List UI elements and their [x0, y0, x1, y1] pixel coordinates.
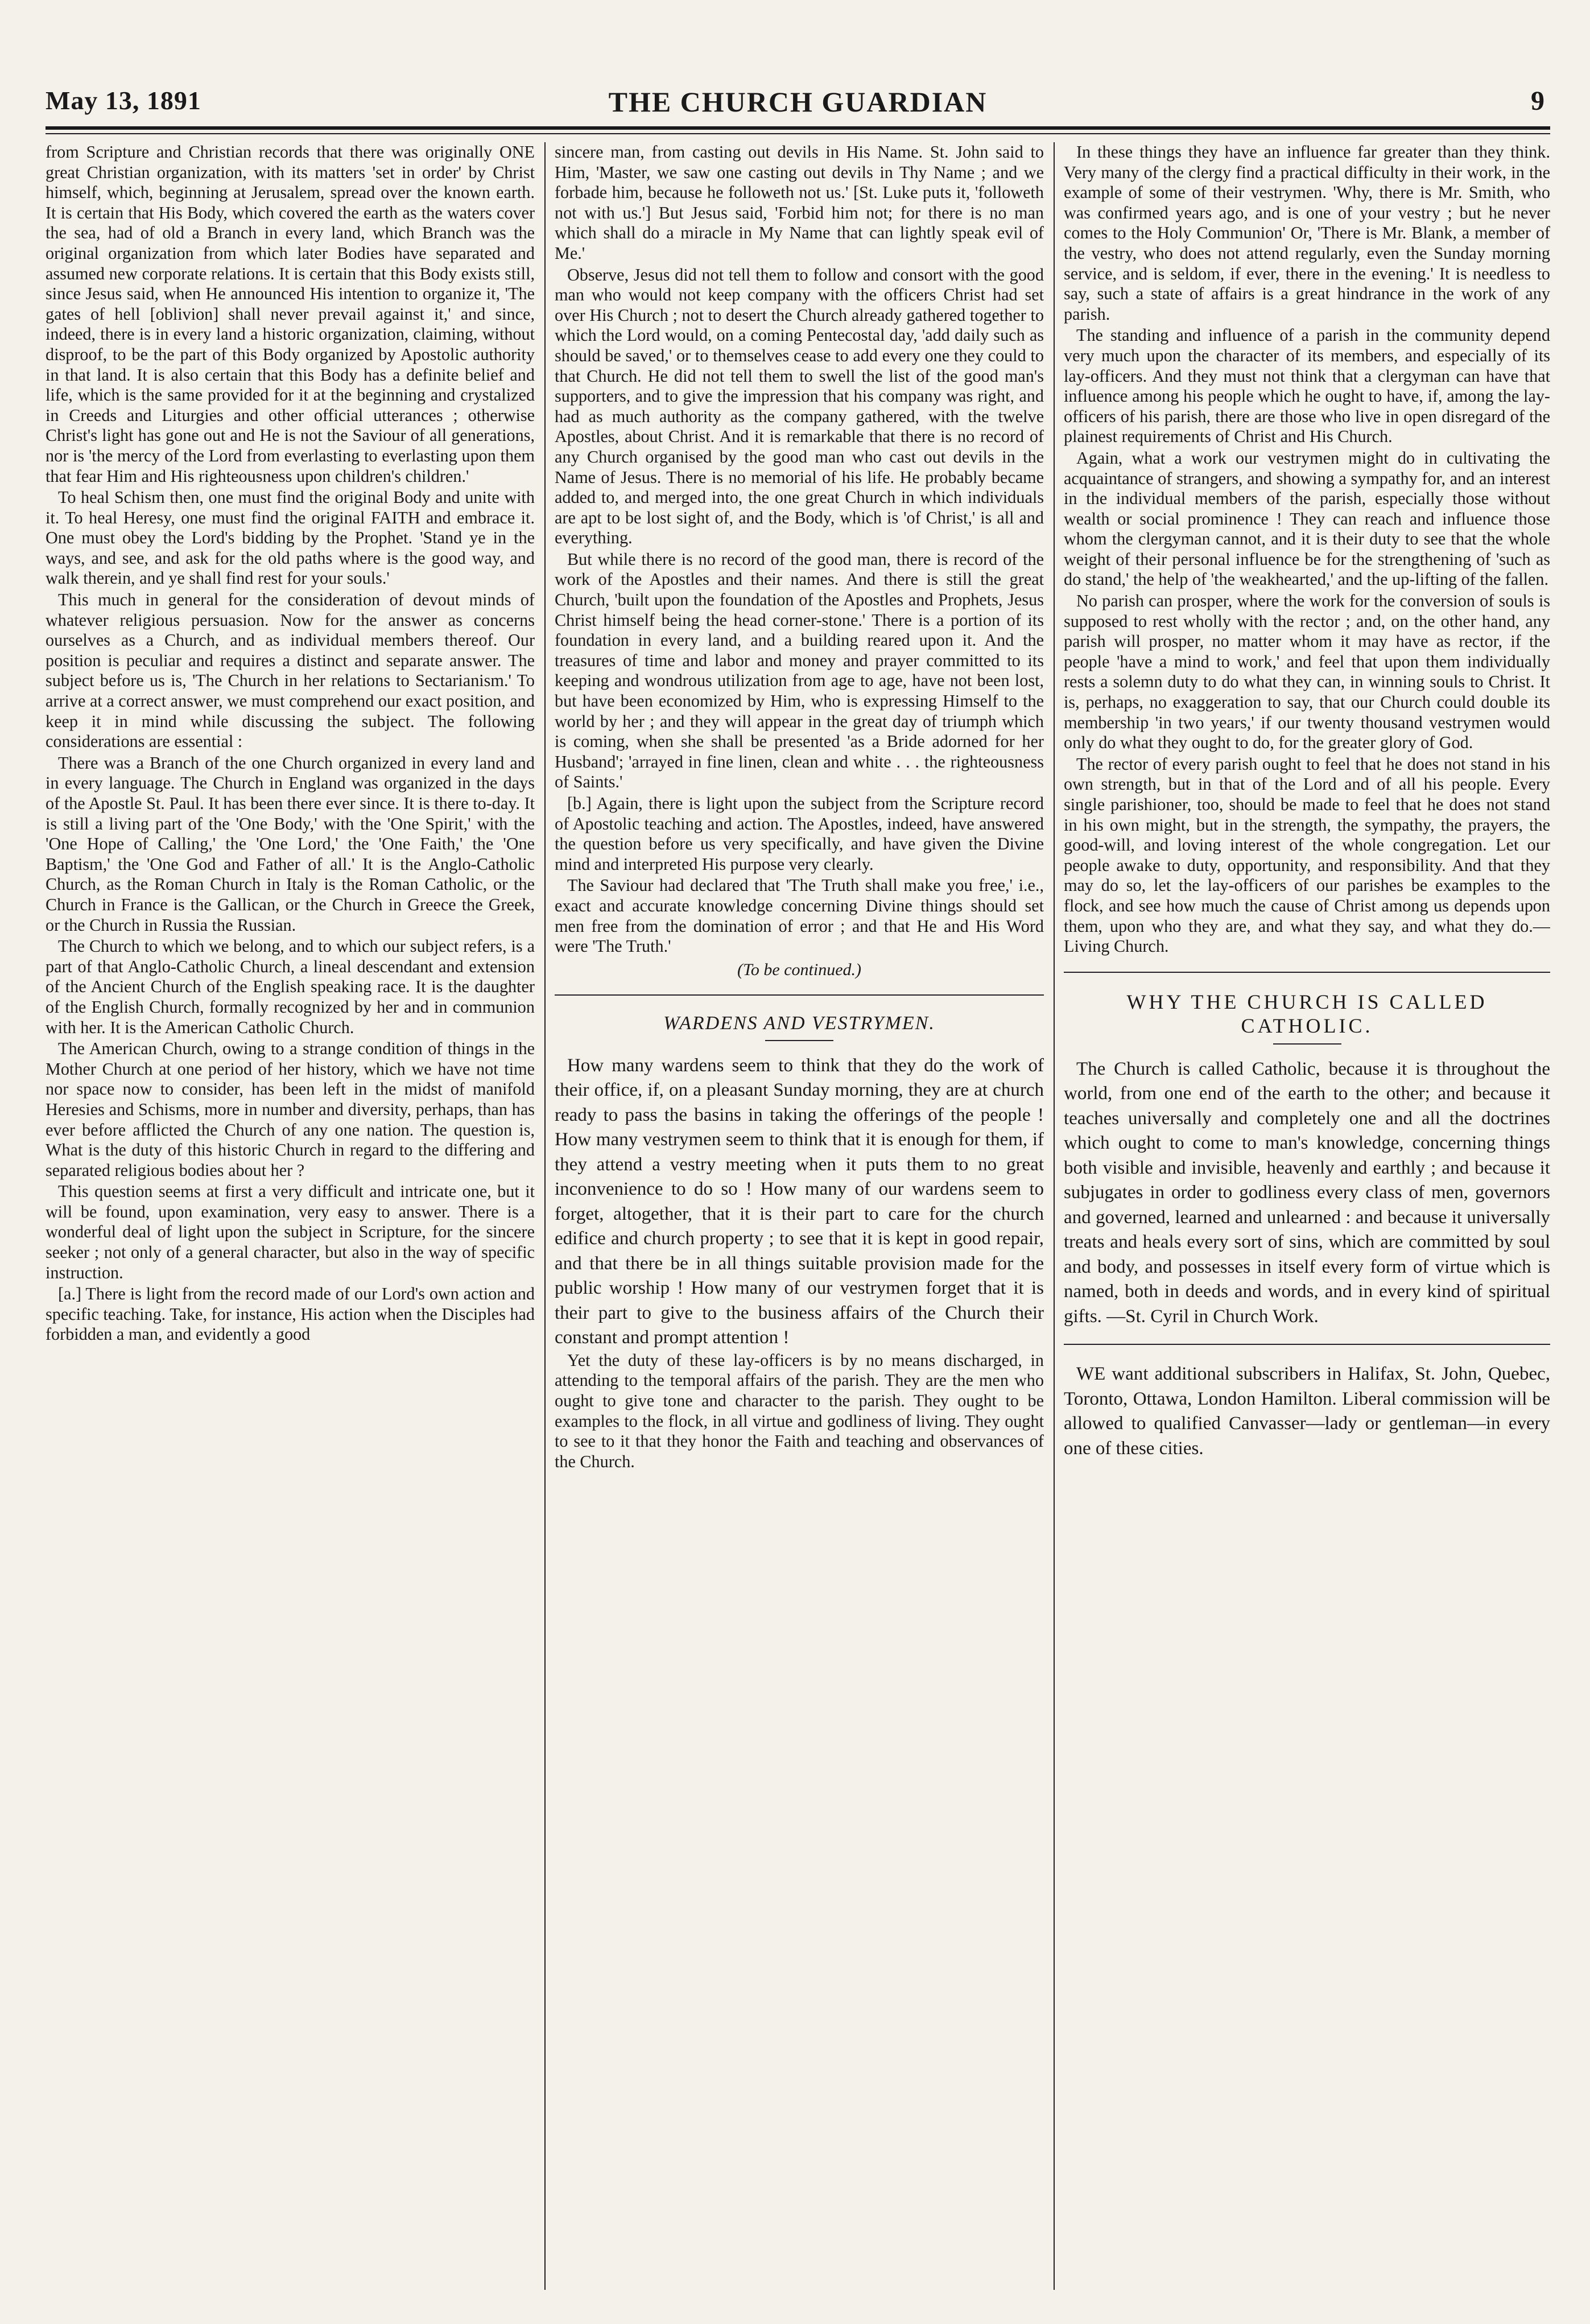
section-divider	[1064, 1344, 1550, 1345]
issue-date: May 13, 1891	[46, 86, 201, 115]
paragraph: WE want additional subscribers in Halifax, St. John, Quebec, Toronto, Ottawa, London Hamilton. Liberal commission will be allowed to qualified Canvasser—lady or gentleman—in every one of these cities.	[1064, 1364, 1550, 1459]
page-number: 9	[1531, 86, 1544, 116]
paragraph: [b.] Again, there is light upon the subject from the Scripture record of Apostolic teaching and action. The Apostles, indeed, have answered the question before us very specifically, and have given the Divine mind and interpreted His purpose very clearly.	[555, 794, 1044, 874]
column-divider	[1054, 142, 1055, 2290]
article-columns	[46, 142, 1550, 2290]
paragraph: Observe, Jesus did not tell them to follow and consort with the good man who would not keep company with the officers Christ had set over His Church ; not to desert the Church already gathered together to which the Lord would, on a coming Pentecostal day, 'add daily such as should be saved,' or to themselves cease to add every one they could to that Church. He did not tell them to swell the list of the good man's supporters, and to give the impression that his company was right, and had as much authority as the company gathered, with the twelve Apostles, about Christ. And it is remarkable that there is no record of any Church organised by the good man who cast out devils in the Name of Jesus. There is no memorial of his life. He probably became added to, and merged into, the one great Church in which individuals are apt to be lost sight of, and the Body, which is 'of Christ,' is all and everything.	[555, 265, 1044, 548]
column-2	[555, 142, 1044, 2290]
paragraph: Again, what a work our vestrymen might do in cultivating the acquaintance of strangers, and showing a sympathy for, and an interest in the individual members of the parish, especially those without wealth or social prominence ! They can reach and influence those whom the clergyman cannot, and it is their duty to see that the whole weight of their personal influence be for the strengthening of 'such as do stand,' the help of 'the weakhearted,' and the up-lifting of the fallen.	[1064, 448, 1550, 589]
paragraph: But while there is no record of the good man, there is record of the work of the Apostles and their names. And there is still the great Church, 'built upon the foundation of the Apostles and Prophets, Jesus Christ himself being the head corner-stone.' There is a portion of its foundation in every land, and a building reared upon it. And the treasures of time and labor and money and prayer committed to its keeping and wondrous utilization from age to age, have not been lost, but have been economized by Him, who is expressing Himself to the world by her ; and they will appear in the great day of triumph which is coming, when she shall be presented 'as a Bride adorned for her Husband'; 'arrayed in fine linen, clean and white . . . the righteousness of Saints.'	[555, 549, 1044, 792]
paragraph: How many wardens seem to think that they do the work of their office, if, on a pleasant Sunday morning, they are at church ready to pass the basins in taking the offerings of the people ! How many vestrymen seem to think that it is enough for them, if they attend a vestry meeting when it puts them to no great inconvenience to do so ! How many of our wardens seem to forget, altogether, that it is their part to care for the church edifice and church property ; to see that it is kept in good repair, and that there be in all things suitable provision made for the public worship ! How many of our vestrymen forget that it is their part to give to the business affairs of the Church their constant and prompt attention !	[555, 1055, 1044, 1348]
paragraph: To heal Schism then, one must find the original Body and unite with it. To heal Heresy, one must find the original FAITH and embrace it. One must obey the Lord's bidding by the Prophet. 'Stand ye in the ways, and see, and ask for the old paths where is the good way, and walk therein, and ye shall find rest for your souls.'	[46, 488, 535, 588]
paragraph: The Church to which we belong, and to which our subject refers, is a part of that Anglo-Catholic Church, a lineal descendant and extension of the Ancient Church of the English speaking race. It is the daughter of the English Church, formally recognized by her and in communion with her. It is the American Catholic Church.	[46, 936, 535, 1037]
masthead-rule-thin	[46, 133, 1550, 134]
paragraph: The American Church, owing to a strange condition of things in the Mother Church at one period of her history, which we have not time nor space now to consider, has been left in the midst of manifold Heresies and Schisms, more in number and diversity, perhaps, than has ever before afflicted the Church of any one nation. The question is, What is the duty of this historic Church in regard to the differing and separated religious bodies about her ?	[46, 1039, 535, 1180]
catholic-body	[1064, 1057, 1550, 1330]
article-heading-wardens: WARDENS AND VESTRYMEN.	[663, 1012, 935, 1034]
paragraph: Yet the duty of these lay-officers is by no means discharged, in attending to the temporal affairs of the parish. They are the men who ought to give tone and character to the parish. They ought to be examples to the flock, in all virtue and godliness of living. They ought to see to it that they honor the Faith and teaching and observances of the Church.	[555, 1350, 1044, 1471]
paragraph: The standing and influence of a parish in the community depend very much upon the character of its members, and especially of its lay-officers. And they must not think that a clergyman can have that influence among his people which he ought to have, if, among the lay-officers of his parish, there are those who live in open disregard of the plainest requirements of Christ and His Church.	[1064, 325, 1550, 447]
masthead	[46, 85, 1550, 125]
newspaper-title: THE CHURCH GUARDIAN	[608, 86, 988, 118]
paragraph: The Saviour had declared that 'The Truth shall make you free,' i.e., exact and accurate knowledge concerning Divine things should set men free from the domination of error ; and that He and His Word were 'The Truth.'	[555, 876, 1044, 956]
paragraph: [a.] There is light from the record made of our Lord's own action and specific teaching. Take, for instance, His action when the Disciples had forbidden a man, and evidently a good	[46, 1284, 535, 1344]
paragraph: In these things they have an influence far greater than they think. Very many of the clergy find a practical difficulty in their work, in the example of some of their vestrymen. 'Why, there is Mr. Smith, who was confirmed years ago, and is one of your vestry ; but he never comes to the Holy Communion' Or, 'There is Mr. Blank, a member of the vestry, who does not attend regularly, even the Sunday morning service, and is seldom, if ever, there in the evening.' It is needless to say, such a state of affairs is a great hindrance in the work of any parish.	[1064, 142, 1550, 324]
paragraph: No parish can prosper, where the work for the conversion of souls is supposed to rest wholly with the rector ; and, on the other hand, any parish will prosper, no matter whom it may have as rector, if the people 'have a mind to work,' and feel that upon them individually rests a solemn duty to do what they can, in winning souls to Christ. It is, perhaps, no exaggeration to say, that our Church could double its membership 'in two years,' if our twenty thousand vestrymen would only do what they ought to do, for the greater glory of God.	[1064, 591, 1550, 753]
masthead-rule	[46, 126, 1550, 130]
column-divider	[544, 142, 546, 2290]
continued-note: (To be continued.)	[737, 960, 862, 979]
subscribers-notice	[1064, 1362, 1550, 1461]
paragraph: This much in general for the consideration of devout minds of whatever religious persuasion. Now for the answer as concerns ourselves as a Church, and as individual members thereof. Our position is peculiar and requires a distinct and separate answer. The subject before us is, 'The Church in her relations to Sectarianism.' To arrive at a correct answer, we must comprehend our exact position, and keep it in mind while discussing the subject. The following considerations are essential :	[46, 590, 535, 752]
paragraph: from Scripture and Christian records that there was originally ONE great Christian organization, with its matters 'set in order' by Christ himself, which, beginning at Jerusalem, spread over the known earth. It is certain that His Body, which covered the earth as the waters cover the sea, had of old a Branch in every land, which Branch was the original organization from which later Bodies have separated and assumed new corporate relations. It is certain that this Body exists still, since Jesus said, when He announced His intention to organize it, 'The gates of hell [oblivion] shall never prevail against it,' and since, indeed, there is in every land a historic organization, claiming, without disproof, to be the part of this Body organized by Apostolic authority in that land. It is also certain that this Body has a definite belief and life, which is the same provided for it at the beginning and crystalized in Creeds and Liturgies and other official utterances ; otherwise Christ's light has gone out and He is not the Saviour of all generations, nor is 'the mercy of the Lord from everlasting to everlasting upon them that fear Him and His righteousness upon children's children.'	[46, 142, 535, 486]
paragraph: sincere man, from casting out devils in His Name. St. John said to Him, 'Master, we saw one casting out devils in Thy Name ; and we forbade him, because he followeth not us.' [St. Luke puts it, 'followeth not with us.'] But Jesus said, 'Forbid him not; for there is no man which shall do a miracle in My Name that can lightly speak evil of Me.'	[555, 142, 1044, 263]
paragraph: This question seems at first a very difficult and intricate one, but it will be found, upon examination, very easy to answer. There is a wonderful deal of light upon the subject in Scripture, for the sincere seeker ; not only of a general character, but also in the way of specific instruction.	[46, 1182, 535, 1282]
paragraph: The Church is called Catholic, because it is throughout the world, from one end of the earth to the other; and because it teaches universally and completely one and all the doctrines which ought to come to man's knowledge, concerning things both visible and invisible, heavenly and earthly ; and because it subjugates in order to godliness every class of men, governors and governed, learned and unlearned : and because it universally treats and heals every sort of sins, which are committed by soul and body, and possesses in itself every form of virtue which is named, both in deeds and words, and in every kind of spiritual gifts. —St. Cyril in Church Work.	[1064, 1058, 1550, 1327]
article-heading-catholic: WHY THE CHURCH IS CALLED CATHOLIC.	[1126, 990, 1488, 1037]
wardens-body	[555, 1054, 1044, 1351]
column-1	[46, 142, 535, 2290]
paragraph: There was a Branch of the one Church organized in every land and in every language. The Church in England was organized in the days of the Apostle St. Paul. It has been there ever since. It is there to-day. It is still a living part of the 'One Body,' with the 'One Spirit,' with the 'One Hope of Calling,' the 'One Lord,' the 'One Faith,' the 'One Baptism,' the 'One God and Father of all.' It is the Anglo-Catholic Church, as the Roman Church in Italy is the Roman Catholic, or the Church in France is the Gallican, or the Church in Greece the Greek, or the Church in Russia the Russian.	[46, 753, 535, 935]
section-divider	[555, 994, 1044, 996]
section-divider	[1064, 972, 1550, 973]
column-3	[1064, 142, 1550, 2290]
heading-rule	[765, 1040, 833, 1041]
paragraph: The rector of every parish ought to feel that he does not stand in his own strength, but in that of the Lord and of all his people. Every single parishioner, too, should be made to feel that he does not stand in his own might, but in the strength, the sympathy, the prayers, the good-will, and loving interest of the whole congregation. Let our people awake to duty, opportunity, and responsibility. And that they may do so, let the lay-officers of our parishes be examples to the flock, and see how much the cause of Christ among us depends upon them, upon who they are, and what they say, and what they do.—Living Church.	[1064, 754, 1550, 956]
heading-rule	[1273, 1043, 1341, 1045]
